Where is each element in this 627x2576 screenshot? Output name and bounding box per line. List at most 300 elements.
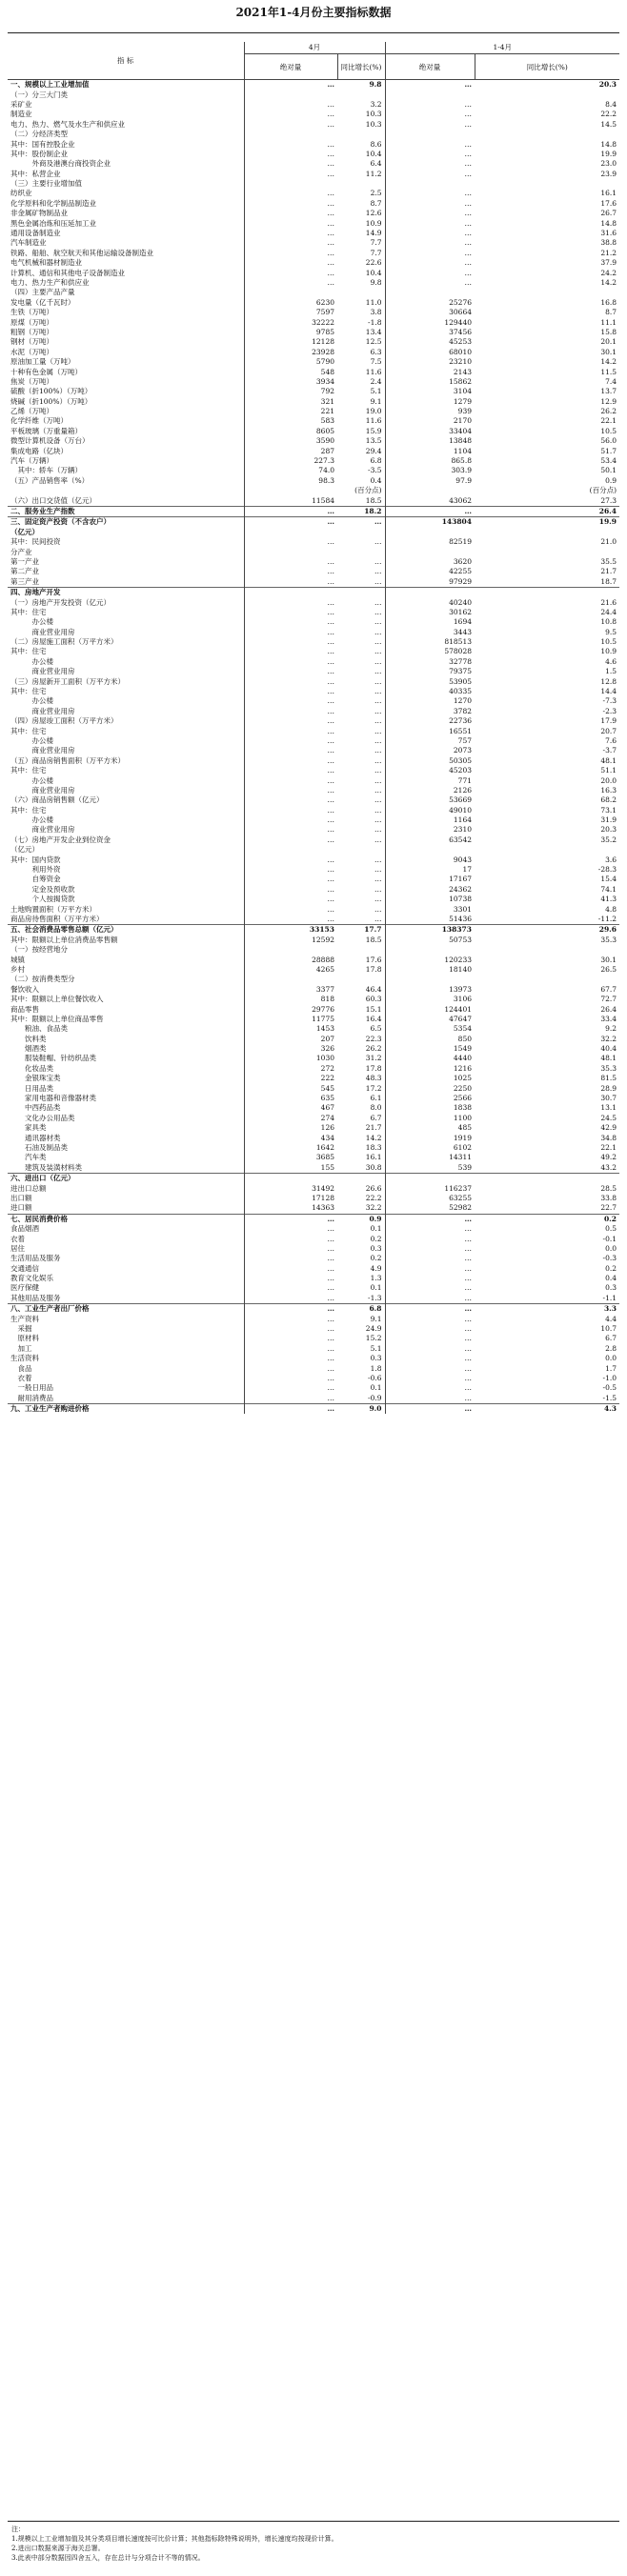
april-growth-cell: 10.9 [365,218,382,228]
ytd-growth-cell [475,528,619,537]
april-growth-cell: 6.4 [370,159,382,169]
table-row [8,466,619,475]
row-label: 钢材（万吨） [10,337,53,347]
table-row [8,1363,619,1373]
ytd-growth-cell: 3.3 [475,1304,619,1315]
april-growth-cell: 9.8 [370,278,382,287]
ytd-growth-cell: 24.4 [600,607,617,616]
april-growth-cell: 17.7 [337,925,385,936]
april-growth-cell: … [374,647,382,656]
ytd-absolute-cell: 485 [385,1123,475,1133]
april-absolute-cell [244,975,337,984]
table-row [8,80,619,91]
april-growth-cell: … [374,556,382,566]
row-label: 中西药品类 [10,1103,61,1113]
april-growth-cell: 29.4 [365,446,382,455]
row-label: （七）房地产开发企业到位资金 [10,835,111,844]
ytd-growth-cell: (百分点) [589,486,617,495]
april-growth-cell: 8.0 [370,1103,382,1113]
april-absolute-cell: … [244,1383,337,1393]
table-row [8,955,619,964]
row-label: 其中：限额以上单位商品零售 [10,1014,104,1023]
table-row [8,387,619,396]
row-label: 通用设备制造业 [10,229,61,238]
april-growth-cell [337,1173,385,1183]
april-growth-cell: … [374,687,382,696]
ytd-absolute-cell: … [385,150,475,159]
ytd-absolute-cell: 40240 [385,597,475,607]
april-absolute-cell: … [244,229,337,238]
table-row [8,726,619,735]
table-row [8,865,619,875]
ytd-absolute-cell: 578028 [385,647,475,656]
table-row [8,1143,619,1153]
table-row [8,775,619,785]
row-label: 其中：私营企业 [10,169,61,178]
ytd-growth-cell: 27.3 [600,495,617,505]
ytd-absolute-cell: 1270 [385,696,475,706]
ytd-absolute-cell: 14311 [385,1153,475,1162]
april-growth-cell: 6.1 [370,1094,382,1103]
ytd-absolute-cell: 17167 [385,875,475,884]
april-growth-cell: 22.3 [365,1034,382,1043]
table-row [8,1054,619,1063]
april-absolute-cell: … [244,904,337,914]
table-row [8,716,619,726]
row-label: 铁路、船舶、航空航天和其他运输设备制造业 [10,248,153,257]
ytd-growth-cell: 26.4 [475,506,619,516]
table-row [8,1344,619,1354]
ytd-growth-cell: 34.8 [600,1133,617,1142]
ytd-growth-cell [475,90,619,99]
table-row [8,1374,619,1383]
ytd-growth-cell: 10.5 [600,426,617,435]
ytd-absolute-cell: 13973 [385,985,475,995]
row-label: 居住 [10,1243,25,1253]
table-row [8,1153,619,1162]
april-absolute-cell: 126 [244,1123,337,1133]
april-absolute-cell: 98.3 [244,476,337,486]
april-absolute-cell: 222 [244,1074,337,1083]
row-label: 商业营业用房 [10,785,75,795]
april-growth-cell: 0.2 [370,1254,382,1263]
table-row [8,647,619,656]
april-growth-cell: 13.5 [365,436,382,446]
table-row [8,110,619,119]
april-absolute-cell [244,587,337,597]
ytd-growth-cell: 26.2 [600,407,617,416]
april-growth-cell [337,547,385,556]
row-label: 办公楼 [10,815,53,825]
ytd-absolute-cell: 771 [385,775,475,785]
table-row [8,1254,619,1263]
april-absolute-cell: … [244,597,337,607]
april-absolute-cell: 3685 [244,1153,337,1162]
april-absolute-cell: 274 [244,1114,337,1123]
ytd-absolute-cell: 52982 [385,1203,475,1214]
april-growth-cell: 6.7 [370,1113,382,1122]
row-label: 其中：民间投资 [10,537,61,547]
april-growth-cell: … [374,755,382,765]
april-absolute-cell: 1030 [244,1054,337,1063]
ytd-growth-cell: 38.8 [600,238,617,248]
april-absolute-cell [244,528,337,537]
april-growth-cell: 0.2 [370,1234,382,1243]
table-row [8,746,619,755]
ytd-absolute-cell: 939 [385,407,475,416]
ytd-growth-cell: 16.3 [600,785,617,795]
row-label: 教育文化娱乐 [10,1274,53,1283]
ytd-growth-cell: 12.8 [600,676,617,686]
table-row [8,1234,619,1243]
april-absolute-cell: … [244,139,337,149]
ytd-absolute-cell: 23210 [385,357,475,367]
ytd-growth-cell: 68.2 [600,795,617,805]
row-label: 电力、热力生产和供应业 [10,278,90,287]
ytd-absolute-cell: 1549 [385,1044,475,1054]
ytd-absolute-cell: 5354 [385,1024,475,1034]
april-absolute-cell: … [244,726,337,735]
table-row [8,1224,619,1234]
april-growth-cell: … [374,855,382,864]
april-absolute-cell: … [244,557,337,567]
ytd-absolute-cell: 10738 [385,895,475,904]
row-label: 乙烯（万吨） [10,407,53,416]
ytd-growth-cell: 24.5 [600,1113,617,1122]
april-absolute-cell: 12128 [244,337,337,347]
table-row [8,885,619,895]
april-growth-cell: … [374,904,382,914]
ytd-absolute-cell: 303.9 [385,466,475,475]
ytd-growth-cell: 14.5 [600,119,617,129]
table-row [8,258,619,268]
april-absolute-cell: … [244,667,337,676]
april-growth-cell: 16.4 [365,1014,382,1023]
april-absolute-cell: … [244,199,337,209]
ytd-absolute-cell: … [385,506,475,516]
row-label: 分产业 [10,547,32,556]
row-label: 日用品类 [10,1083,53,1093]
april-absolute-cell [244,130,337,139]
table-row [8,317,619,327]
april-growth-cell: … [374,795,382,805]
ytd-absolute-cell [385,486,475,495]
page-title: 2021年1-4月份主要指标数据 [235,6,392,19]
ytd-growth-cell: 11.5 [600,367,617,376]
ytd-growth-cell: 29.6 [475,925,619,936]
row-label: （亿元） [10,527,39,536]
ytd-growth-cell: 10.9 [600,647,617,656]
ytd-absolute-cell: 22736 [385,716,475,726]
ytd-growth-cell: 8.7 [605,308,617,317]
ytd-growth-cell: 10.5 [600,637,617,647]
table-row [8,130,619,139]
april-absolute-cell: 155 [244,1163,337,1174]
row-label: 电力、热力、燃气及水生产和供应业 [10,119,125,129]
april-growth-cell: 4.9 [370,1263,382,1273]
ytd-absolute-cell: 4440 [385,1054,475,1063]
ytd-absolute-cell: 120233 [385,955,475,964]
row-label: 商业营业用房 [10,667,75,676]
ytd-absolute-cell: 33404 [385,427,475,436]
ytd-growth-cell: 3.6 [605,855,617,864]
row-label: 石油及制品类 [10,1142,68,1152]
april-growth-cell: … [374,766,382,775]
ytd-absolute-cell [385,587,475,597]
table-row [8,1094,619,1103]
ytd-growth-cell: 4.4 [605,1314,617,1323]
april-absolute-cell: … [244,218,337,228]
ytd-absolute-cell: 1838 [385,1103,475,1113]
ytd-growth-cell: 35.3 [600,1063,617,1073]
ytd-absolute-cell: 2073 [385,746,475,755]
ytd-growth-cell: 35.5 [600,556,617,566]
row-label: 耐用消费品 [10,1393,53,1402]
april-growth-cell: … [374,875,382,884]
april-absolute-cell: … [244,1244,337,1254]
table-row [8,278,619,288]
row-label: 制造业 [10,110,32,119]
ytd-absolute-cell: 63255 [385,1194,475,1203]
table-row [8,357,619,367]
table-row [8,687,619,696]
row-label: 家具类 [10,1123,47,1133]
april-absolute-cell: 326 [244,1044,337,1054]
april-growth-cell: -1.3 [368,1293,382,1302]
april-growth-cell: … [374,617,382,627]
april-absolute-header: 绝对量 [244,54,337,80]
ytd-growth-cell: -28.3 [597,865,617,875]
row-label: 四、房地产开发 [8,587,244,597]
table-row [8,736,619,746]
april-absolute-cell: 9785 [244,328,337,337]
ytd-absolute-cell: … [385,278,475,288]
row-label: 土地购置面积（万平方米） [10,904,96,914]
april-growth-cell [337,975,385,984]
april-absolute-cell: 467 [244,1103,337,1113]
row-label: 非金属矿物制品业 [10,209,68,218]
table-row [8,577,619,588]
ytd-growth-cell: 14.4 [600,687,617,696]
row-label: 计算机、通信和其他电子设备制造业 [10,268,125,277]
row-label: 利用外资 [10,865,61,875]
table-row [8,100,619,110]
ytd-growth-cell: 14.2 [600,278,617,287]
april-growth-cell: 22.6 [365,258,382,268]
ytd-growth-cell: 0.2 [475,1214,619,1224]
ytd-growth-cell: 17.9 [600,716,617,726]
april-absolute-cell: … [244,238,337,248]
ytd-absolute-cell: 116237 [385,1183,475,1193]
april-absolute-cell: … [244,159,337,169]
april-growth-cell: … [374,706,382,715]
april-absolute-cell: … [244,657,337,667]
april-absolute-cell: 583 [244,416,337,426]
ytd-absolute-cell: … [385,110,475,119]
ytd-growth-cell [475,945,619,955]
ytd-growth-cell: 26.5 [600,964,617,974]
april-growth-cell: 1.3 [370,1274,382,1283]
april-growth-cell: 15.9 [365,426,382,435]
ytd-absolute-cell: … [385,189,475,198]
table-row [8,397,619,407]
april-absolute-cell: … [244,1344,337,1354]
april-growth-cell: -0.9 [368,1393,382,1402]
april-growth-cell: 0.1 [370,1283,382,1293]
ytd-growth-cell: 51.7 [600,446,617,455]
row-label: 生铁（万吨） [10,308,53,317]
table-row [8,936,619,945]
april-absolute-cell [244,179,337,189]
april-absolute-cell: … [244,1334,337,1343]
ytd-absolute-cell: … [385,1394,475,1404]
ytd-growth-cell: 0.5 [605,1224,617,1234]
ytd-absolute-cell: … [385,1354,475,1363]
table-row [8,657,619,667]
april-growth-cell: 60.3 [365,995,382,1004]
table-row [8,268,619,277]
april-absolute-cell: … [244,895,337,904]
ytd-absolute-cell: 30664 [385,308,475,317]
row-label: （六）出口交货值（亿元） [10,495,96,505]
april-growth-cell: 10.4 [365,268,382,277]
table-row [8,1064,619,1074]
ytd-growth-cell: 22.7 [600,1203,617,1213]
row-label: 三、固定资产投资（不含农户） [8,517,244,528]
row-label: 进口额 [10,1203,32,1213]
april-growth-cell: 0.3 [370,1243,382,1253]
ytd-growth-cell: 23.0 [600,159,617,169]
row-label: 个人按揭贷款 [10,895,75,904]
ytd-growth-cell [475,130,619,139]
ytd-growth-cell: 20.1 [600,337,617,347]
april-growth-cell: 18.5 [365,935,382,944]
april-growth-cell: 46.4 [365,984,382,994]
april-growth-cell: 24.9 [365,1324,382,1334]
ytd-growth-cell: 12.9 [600,396,617,406]
ytd-growth-cell: 9.5 [605,627,617,636]
ytd-growth-cell: 73.1 [600,805,617,815]
row-label: 建筑及装潢材料类 [10,1162,82,1172]
april-absolute-cell: … [244,268,337,277]
row-label: （二）分经济类型 [10,130,68,139]
ytd-growth-cell: -7.3 [602,696,617,706]
ytd-growth-cell: 14.8 [600,218,617,228]
april-growth-cell: 17.8 [365,1063,382,1073]
april-growth-cell [337,945,385,955]
april-absolute-cell [244,845,337,855]
row-label: 生产资料 [10,1314,39,1323]
april-absolute-cell: 227.3 [244,456,337,466]
table-row [8,995,619,1004]
ytd-growth-cell [475,547,619,556]
table-row [8,567,619,576]
row-label: 第二产业 [10,567,39,576]
april-growth-cell: … [374,884,382,894]
april-growth-cell: … [374,607,382,616]
april-absolute-cell: … [244,1324,337,1334]
april-growth-cell: 8.6 [370,139,382,149]
ytd-growth-cell: 19.9 [475,517,619,528]
april-absolute-cell: 8605 [244,427,337,436]
ytd-absolute-cell: 42255 [385,567,475,576]
april-growth-cell [337,587,385,597]
ytd-absolute-cell: … [385,229,475,238]
table-row [8,557,619,567]
table-row [8,945,619,955]
ytd-absolute-cell: 24362 [385,885,475,895]
ytd-absolute-cell: 45203 [385,766,475,775]
april-growth-cell: 16.1 [365,1153,382,1162]
ytd-absolute-cell: 50753 [385,936,475,945]
row-label: 集成电路（亿块） [10,446,68,455]
ytd-growth-cell: 67.7 [600,984,617,994]
april-growth-cell: … [374,865,382,875]
april-growth-cell [337,130,385,139]
ytd-growth-cell: 0.9 [605,475,617,485]
ytd-absolute-cell: 3301 [385,904,475,914]
april-growth-cell: -0.6 [368,1373,382,1382]
april-growth-cell: (百分点) [354,486,382,495]
table-row [8,416,619,426]
ytd-growth-cell: 48.1 [600,755,617,765]
table-row [8,667,619,676]
ytd-absolute-cell: 850 [385,1035,475,1044]
ytd-absolute-cell: 15862 [385,377,475,387]
ytd-absolute-cell: … [385,249,475,258]
ytd-absolute-cell: 138373 [385,925,475,936]
row-label: 焦炭（万吨） [10,376,53,386]
row-label: 食品烟酒 [10,1224,39,1234]
table-row [8,189,619,198]
row-label: 汽车（万辆） [10,456,53,466]
ytd-absolute-cell: 1025 [385,1074,475,1083]
table-row [8,1133,619,1142]
ytd-absolute-cell: 97.9 [385,476,475,486]
row-label: 家用电器和音像器材类 [10,1094,96,1103]
row-label: 其中：股份制企业 [10,149,68,158]
table-row [8,965,619,975]
row-label: 办公楼 [10,656,53,666]
row-label: （一）分三大门类 [10,90,68,99]
ytd-absolute-cell: 49010 [385,806,475,815]
april-absolute-cell: 272 [244,1064,337,1074]
table-row [8,1354,619,1363]
april-absolute-cell: 818 [244,995,337,1004]
table-row [8,218,619,228]
april-absolute-cell: 23928 [244,348,337,357]
ytd-growth-cell: -11.2 [597,915,617,923]
row-label: 化学纤维（万吨） [10,416,68,426]
ytd-absolute-cell: 3620 [385,557,475,567]
ytd-absolute-cell: 2126 [385,786,475,795]
april-absolute-cell: … [244,567,337,576]
april-absolute-cell: … [244,278,337,288]
ytd-absolute-cell: … [385,1363,475,1373]
ytd-absolute-cell: 63542 [385,835,475,845]
row-label: 衣着 [10,1373,32,1382]
april-absolute-cell: … [244,209,337,218]
table-row [8,170,619,179]
april-growth-cell: 7.7 [370,248,382,257]
table-row [8,229,619,238]
ytd-growth-cell: 31.6 [600,229,617,238]
april-growth-cell: 14.9 [365,229,382,238]
table-row [8,1274,619,1283]
table-row [8,348,619,357]
row-label: 乡村 [10,964,25,974]
row-label: 其中：限额以上单位餐饮收入 [10,995,104,1004]
